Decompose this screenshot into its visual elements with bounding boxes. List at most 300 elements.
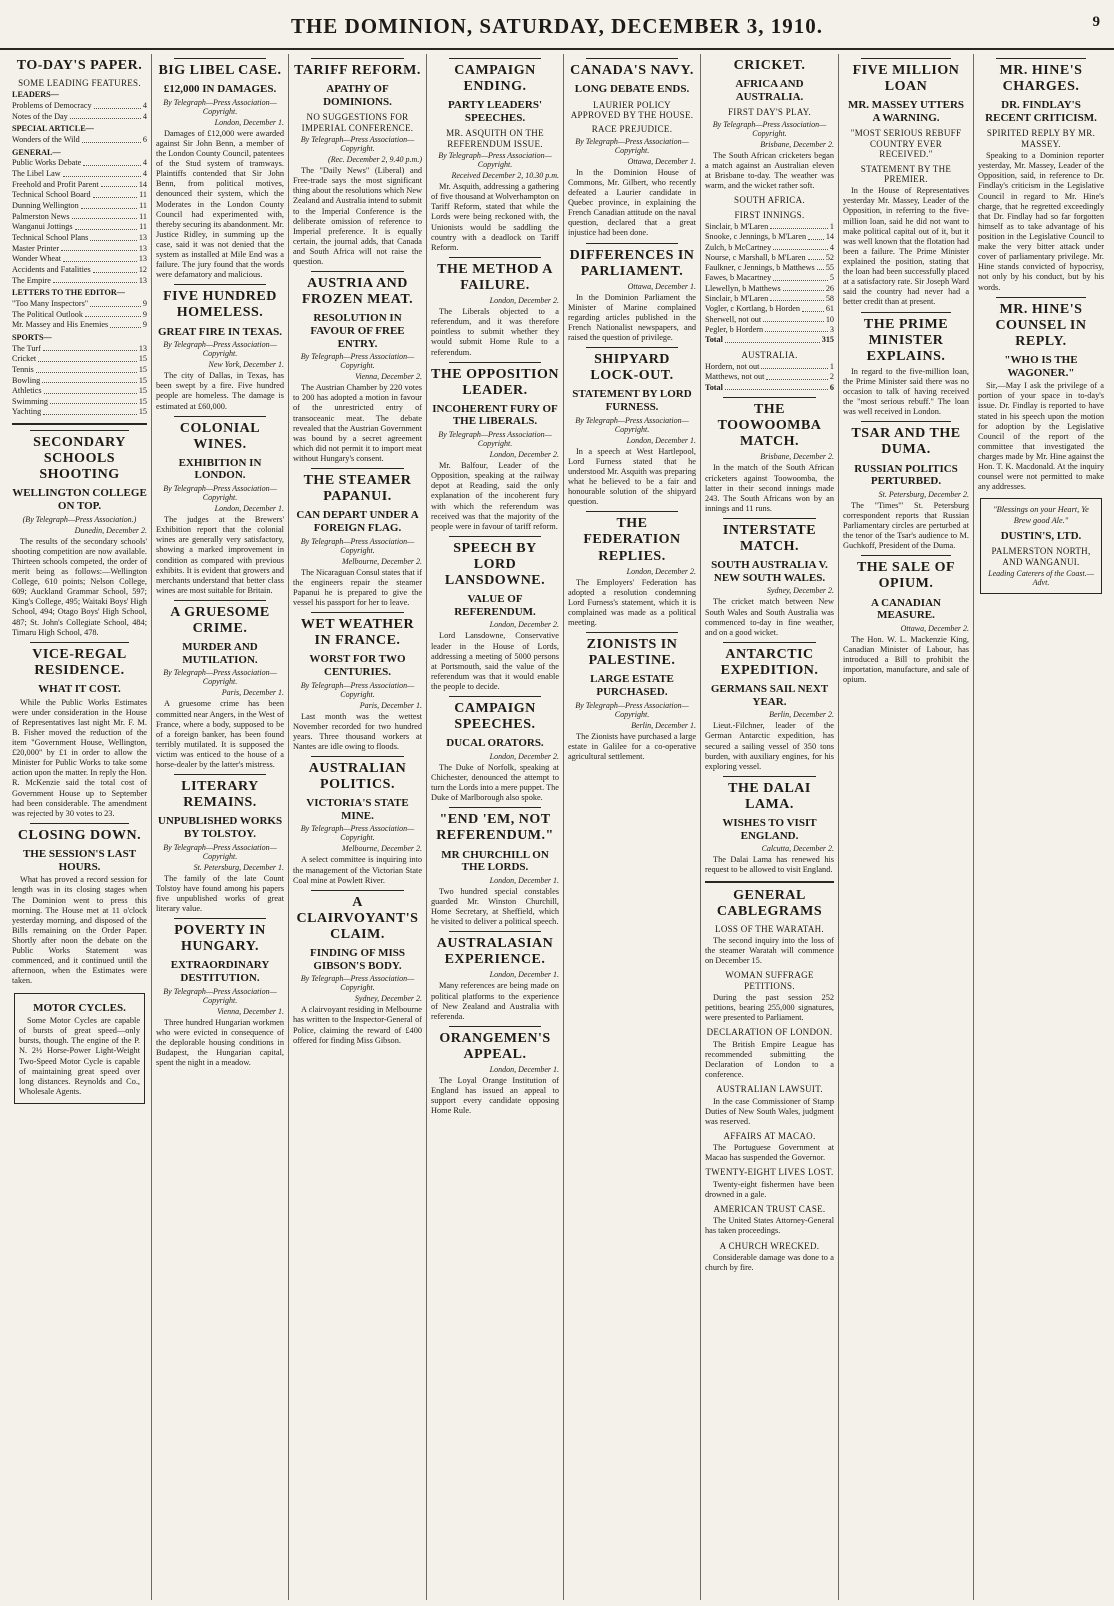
batsman-name: Pegler, b Hordern bbox=[705, 325, 764, 335]
column-7 bbox=[838, 54, 973, 1600]
article-credit: By Telegraph—Press Association—Copyright. bbox=[163, 668, 277, 687]
article bbox=[293, 468, 422, 608]
advert-heading: MOTOR CYCLES. bbox=[33, 1001, 126, 1014]
batsman-name: Sinclair, b M'Laren bbox=[705, 221, 769, 231]
contents-entry bbox=[12, 320, 147, 331]
contents-entry bbox=[12, 254, 147, 265]
article-text: The family of the late Count Tolstoy have found among his papers five unpublished works of great literary value. bbox=[156, 873, 284, 914]
article bbox=[156, 774, 284, 914]
article bbox=[293, 890, 422, 1046]
advert-places: PALMERSTON NORTH, AND WANGANUI. bbox=[991, 546, 1091, 567]
article-headline: THE FEDERATION REPLIES. bbox=[583, 516, 681, 564]
article bbox=[843, 555, 969, 685]
article-dateline: Received December 2, 10.30 p.m. bbox=[451, 171, 559, 181]
article-text: While the Public Works Estimates were under consideration in the House of Representatives last night Mr. F. M. B. Fisher moved the reduction of the item "Government House, Wellington, £20,000" by £1 in order to allow the Minister for Public Works to take some action upon the matter. In reply the Hon. R. McKenzie said the total cost of Government House up to September had been considerable. The amendment was rejected by 30 votes to 23. bbox=[12, 697, 147, 818]
scorecard-total-row-2 bbox=[705, 383, 834, 393]
column-8 bbox=[973, 54, 1108, 1600]
batsman-runs: 26 bbox=[825, 283, 834, 293]
batsman-name: Faulkner, c Jennings, b Matthews bbox=[705, 263, 815, 273]
batsman-name: Fawes, b Macartney bbox=[705, 273, 772, 283]
batsman-name: Vogler, c Kortlang, b Horden bbox=[705, 304, 801, 314]
article bbox=[431, 696, 559, 803]
article-text: Three hundred Hungarian workmen who were evicted in consequence of the deplorable housing conditions in Budapest, the Hungarian capital, spent the night in a meadow. bbox=[156, 1017, 284, 1068]
column-3-articles bbox=[293, 58, 422, 1046]
contents-entry-title: Public Works Debate bbox=[12, 158, 82, 168]
article-text: The city of Dallas, in Texas, has been swept by a fire. Five hundred people are homeless. The damage is estimated at £60,000. bbox=[156, 371, 284, 411]
contents-entry bbox=[12, 354, 147, 365]
total-label: Total bbox=[705, 335, 723, 345]
divider bbox=[861, 58, 951, 59]
divider bbox=[449, 1026, 541, 1027]
contents-entry bbox=[12, 212, 147, 223]
article-dateline: London, December 2. bbox=[489, 450, 559, 460]
contents-entry bbox=[12, 344, 147, 355]
article-text: The Employers' Federation has adopted a resolution condemning Lord Furness's statement, which it is complained was made as a political meeting. bbox=[568, 577, 696, 628]
article-subheading: DR. FINDLAY'S RECENT CRITICISM. bbox=[985, 99, 1097, 124]
article-text: In a speech at West Hartlepool, Lord Furness stated that he understood Mr. Asquith was preparing what he believed to be a fair and honourable solution of the shipyard question. bbox=[568, 446, 696, 507]
divider bbox=[30, 430, 129, 431]
cablegram-heading: TWENTY-EIGHT LIVES LOST. bbox=[705, 1167, 834, 1178]
article bbox=[156, 284, 284, 411]
contents-entry-page: 11 bbox=[139, 222, 147, 232]
article bbox=[12, 430, 147, 638]
article-text: The cricket match between New South Wales and South Australia was commenced to-day in fine weather, and on a good wicket. bbox=[705, 597, 834, 637]
cricket-credit: By Telegraph—Press Association—Copyright. bbox=[712, 119, 827, 138]
divider bbox=[586, 511, 678, 512]
scorecard-row bbox=[705, 304, 834, 314]
article-headline: FIVE MILLION LOAN bbox=[852, 63, 960, 95]
article-headline: AUSTRIA AND FROZEN MEAT. bbox=[301, 276, 414, 308]
article bbox=[293, 58, 422, 267]
contents-entry-title: Swimming bbox=[12, 396, 48, 406]
divider bbox=[311, 271, 404, 272]
advert-brand: DUSTIN'S, LTD. bbox=[1000, 529, 1082, 542]
contents-entry-page: 15 bbox=[138, 375, 147, 385]
batsman-runs: 1 bbox=[829, 362, 834, 372]
contents-entry bbox=[12, 233, 147, 244]
article bbox=[568, 243, 696, 344]
article-text: The judges at the Brewers' Exhibition report that the colonial wines are generally very satisfactory, showing a marked improvement in condition as compared with previous exhibits. It is evident that growers and merchants understand that better class wines are most suitable for Britain. bbox=[156, 515, 284, 595]
contents-entry-page: 4 bbox=[142, 111, 147, 121]
contents-entry-page: 15 bbox=[138, 354, 147, 364]
news-columns bbox=[8, 54, 1108, 1600]
scorecard-row bbox=[705, 243, 834, 253]
contents-entry-title: The Empire bbox=[12, 275, 51, 285]
cablegram-heading: AFFAIRS AT MACAO. bbox=[723, 1130, 816, 1141]
scorecard-total-row bbox=[705, 335, 834, 345]
contents-entry bbox=[12, 365, 147, 376]
article-subheading-3: STATEMENT BY THE PREMIER. bbox=[860, 163, 952, 184]
article bbox=[431, 58, 559, 253]
article-headline: THE OPPOSITION LEADER. bbox=[431, 366, 559, 398]
cablegram-heading: LOSS OF THE WARATAH. bbox=[715, 923, 824, 934]
column-5 bbox=[563, 54, 700, 1600]
article-credit: By Telegraph—Press Association—Copyright. bbox=[300, 680, 415, 699]
cablegram-text: Twenty-eight fishermen have been drowned in a gale. bbox=[705, 1179, 834, 1199]
article-headline: ORANGEMEN'S APPEAL. bbox=[439, 1030, 551, 1062]
article bbox=[705, 518, 834, 638]
column-4-articles bbox=[431, 58, 559, 1117]
article-headline: LITERARY REMAINS. bbox=[181, 779, 259, 811]
contents-entry-page: 9 bbox=[142, 309, 147, 319]
article-text: The results of the secondary schools' shooting competition are now available. Thirteen schools competed, the order of merit being as follows:—Wellington College, 610 points; Nelson College, 609; Auckland Grammar School, 597; King's College, 495; Waitaki Boys' High School, 494; Otago Boys' High School, 487; St. John's Collegiate School, 484; Timaru High School, 478. bbox=[12, 536, 147, 637]
contents-entry-page: 13 bbox=[138, 275, 147, 285]
article-text: In the match of the South African cricketers against Toowoomba, the latter in their second innings made 243. The South Africans won by an innings and 11 runs. bbox=[705, 463, 834, 513]
article-subheading: WELLINGTON COLLEGE ON TOP. bbox=[12, 487, 147, 513]
article-headline: A CLAIRVOYANT'S CLAIM. bbox=[296, 894, 419, 942]
column-1 bbox=[8, 54, 151, 1600]
contents-entry-page: 14 bbox=[138, 179, 147, 189]
column-5-articles bbox=[568, 58, 696, 762]
contents-entry bbox=[12, 265, 147, 276]
article-headline: TARIFF REFORM. bbox=[294, 63, 421, 78]
divider bbox=[12, 423, 147, 425]
dustins-advert bbox=[980, 498, 1102, 594]
article-headline: INTERSTATE MATCH. bbox=[722, 522, 817, 555]
scorecard-south-africa bbox=[705, 222, 834, 336]
contents-entry-title: Wonders of the Wild bbox=[12, 135, 80, 145]
scorecard-team-2: AUSTRALIA. bbox=[741, 349, 798, 360]
article-text: Sir,—May I ask the privilege of a portion of your space in to-day's issue. Dr. Findlay is reported to have stated in his speech upon the motion for adoption by the Legislative Council of the report of the committee that investigated the charges made by Mr. Hine against the Hon. T. K. Macdonald. At the inquiry counsel were not permitted to make any addresses. bbox=[978, 381, 1104, 492]
divider bbox=[30, 642, 129, 643]
contents-entry bbox=[12, 222, 147, 233]
article-text: Damages of £12,000 were awarded against Sir John Benn, a member of the London County Council, patentees of the Stud system of tramways. Plaintiffs contended that Sir John Benn, from political motives, denounced their system, which the Moderates in the London County Council had experimented with, thereby securing its abandonment. Mr. Justice Ridley, in summing up the case, said it was not denied that the system as installed at Mile End was a failure. The jury found that the words were defamatory and malicious. bbox=[156, 128, 284, 280]
article-headline: CLOSING DOWN. bbox=[17, 827, 142, 843]
total-value: 315 bbox=[821, 335, 834, 345]
scorecard-row bbox=[705, 273, 834, 283]
article bbox=[978, 297, 1104, 493]
contents-entry-title: Yachting bbox=[12, 407, 42, 417]
article-headline: CAMPAIGN SPEECHES. bbox=[454, 701, 536, 733]
article-headline: THE SALE OF OPIUM. bbox=[856, 560, 956, 592]
article-dateline: Ottawa, December 1. bbox=[627, 156, 696, 166]
contents-entry-title: Athletics bbox=[12, 386, 42, 396]
contents-entry bbox=[12, 299, 147, 310]
article bbox=[12, 642, 147, 819]
article-subheading: £12,000 IN DAMAGES. bbox=[163, 83, 277, 96]
scorecard-row bbox=[705, 294, 834, 304]
article-dateline: Dunedin, December 2. bbox=[74, 525, 147, 535]
article-credit: By Telegraph—Press Association—Copyright. bbox=[300, 135, 415, 154]
scorecard-row bbox=[705, 232, 834, 242]
article-headline: "END 'EM, NOT REFERENDUM." bbox=[436, 812, 554, 844]
cablegram-text: The United States Attorney-General has taken proceedings. bbox=[705, 1216, 834, 1236]
contents-section-heading: SPECIAL ARTICLE— bbox=[12, 124, 94, 134]
scorecard-innings: FIRST INNINGS. bbox=[734, 209, 805, 220]
contents-section-heading: LETTERS TO THE EDITOR— bbox=[12, 288, 125, 298]
article bbox=[431, 931, 559, 1022]
article bbox=[431, 536, 559, 692]
scorecard-row bbox=[705, 372, 834, 382]
article bbox=[568, 347, 696, 507]
leading-features-subheading: SOME LEADING FEATURES. bbox=[18, 78, 141, 89]
article-credit: By Telegraph—Press Association—Copyright. bbox=[438, 430, 552, 449]
article-headline: DIFFERENCES IN PARLIAMENT. bbox=[569, 247, 695, 279]
scorecard-row bbox=[705, 222, 834, 232]
article-text: Last month was the wettest November recorded for two hundred years. Three thousand workers at Nantes are idle owing to floods. bbox=[293, 711, 422, 751]
article bbox=[156, 416, 284, 596]
article bbox=[978, 58, 1104, 293]
batsman-runs: 2 bbox=[829, 372, 834, 382]
article-dateline: Berlin, December 2. bbox=[769, 710, 834, 720]
article-headline: MR. HINE'S COUNSEL IN REPLY. bbox=[995, 301, 1087, 349]
cablegram-text: During the past session 252 petitions, bearing 255,000 signatures, were presented to Parliament. bbox=[705, 993, 834, 1023]
contents-section-heading: LEADERS— bbox=[12, 90, 59, 100]
article-text: In the Dominion Parliament the Minister of Marine complained regarding articles published in the French Nationalist newspapers, and raised the question of privilege. bbox=[568, 292, 696, 343]
article bbox=[568, 632, 696, 762]
contents-entry-title: Wanganui Jottings bbox=[12, 222, 73, 232]
article-headline: CAMPAIGN ENDING. bbox=[454, 63, 536, 95]
article-dateline: Melbourne, December 2. bbox=[342, 556, 422, 566]
article-headline: THE TOOWOOMBA MATCH. bbox=[717, 402, 822, 450]
article-subheading: THE SESSION'S LAST HOURS. bbox=[22, 848, 137, 873]
contents-entry bbox=[12, 244, 147, 255]
article-text: Lieut.-Filchner, leader of the German Antarctic expedition, has secured a sailing vessel of 350 tons burden, with auxiliary engines, for his exploring vessel. bbox=[705, 721, 834, 771]
article-subheading: GERMANS SAIL NEXT YEAR. bbox=[710, 683, 829, 708]
motor-cycles-advert bbox=[14, 993, 145, 1105]
divider bbox=[311, 58, 404, 59]
article-text: The Loyal Orange Institution of England has issued an appeal to support every candidate opposing Home Rule. bbox=[431, 1076, 559, 1116]
contents-entry-page: 15 bbox=[138, 396, 147, 406]
article-dateline: London, December 1. bbox=[489, 875, 559, 885]
article-headline: FIVE HUNDRED HOMELESS. bbox=[163, 289, 277, 321]
article-headline: VICE-REGAL RESIDENCE. bbox=[32, 646, 127, 678]
page-number: 9 bbox=[1092, 14, 1100, 30]
cablegram-heading: WOMAN SUFFRAGE PETITIONS. bbox=[725, 970, 814, 991]
contents-entry-title: Wonder Wheat bbox=[12, 254, 61, 264]
column-7-articles bbox=[843, 58, 969, 685]
column-2-articles bbox=[156, 58, 284, 1068]
article-credit: By Telegraph—Press Association—Copyright. bbox=[438, 151, 552, 170]
article bbox=[705, 642, 834, 772]
article-headline: SECONDARY SCHOOLS SHOOTING bbox=[33, 435, 126, 483]
article-text: A select committee is inquiring into the management of the Victorian State Coal mine at Powlett River. bbox=[293, 855, 422, 885]
contents-section-heading: GENERAL— bbox=[12, 147, 61, 157]
article-headline: SPEECH BY LORD LANSDOWNE. bbox=[444, 540, 546, 589]
article bbox=[293, 612, 422, 752]
contents-section-heading: SPORTS— bbox=[12, 332, 52, 342]
contents-entry-title: Bowling bbox=[12, 375, 41, 385]
article-dateline: New York, December 1. bbox=[208, 360, 284, 370]
cablegram-heading: AUSTRALIAN LAWSUIT. bbox=[716, 1084, 823, 1095]
batsman-runs: 4 bbox=[829, 242, 834, 252]
column-3 bbox=[288, 54, 426, 1600]
article-headline: THE PRIME MINISTER EXPLAINS. bbox=[863, 316, 949, 364]
article bbox=[156, 600, 284, 770]
contents-entry bbox=[12, 169, 147, 180]
divider bbox=[174, 918, 266, 919]
contents-entry-page: 9 bbox=[142, 298, 147, 308]
divider bbox=[174, 416, 266, 417]
batsman-name: Sherwell, not out bbox=[705, 314, 762, 324]
contents-entry bbox=[12, 310, 147, 321]
divider bbox=[30, 823, 129, 824]
contents-entry-title: Accidents and Fatalities bbox=[12, 264, 91, 274]
article-subheading: WORST FOR TWO CENTURIES. bbox=[309, 653, 406, 678]
contents-entry-page: 13 bbox=[138, 232, 147, 242]
contents-entry-title: Problems of Democracy bbox=[12, 101, 92, 111]
article-headline: POVERTY IN HUNGARY. bbox=[174, 923, 266, 955]
cablegram-text: The British Empire League has recommended submitting the Declaration of London to a conference. bbox=[705, 1039, 834, 1080]
article-credit: By Telegraph—Press Association—Copyright. bbox=[300, 536, 415, 555]
total-label-2: Total bbox=[705, 382, 723, 392]
article-text: The "Daily News" (Liberal) and Free-trade says the most significant thing about the resolutions which New Zealand and Australia intend to submit to the Imperial Conference is the deliberate omission of reference to Imperial preference. It is equally certain, the journal adds, that Canada and South Africa will not raise the question. bbox=[293, 166, 422, 267]
article-headline: THE DALAI LAMA. bbox=[728, 780, 811, 812]
contents-entry-page: 9 bbox=[142, 320, 147, 330]
contents-entry bbox=[12, 112, 147, 123]
contents-entry bbox=[12, 201, 147, 212]
contents-entry-title: Notes of the Day bbox=[12, 111, 68, 121]
article-subheading: APATHY OF DOMINIONS. bbox=[323, 83, 392, 108]
batsman-runs: 14 bbox=[825, 232, 834, 242]
contents-entry-page: 4 bbox=[142, 158, 147, 168]
contents-entry-title: Cricket bbox=[12, 354, 37, 364]
article-subheading-2: MR. ASQUITH ON THE REFERENDUM ISSUE. bbox=[446, 128, 544, 149]
article-subheading-2: "MOST SERIOUS REBUFF COUNTRY EVER RECEIVED." bbox=[850, 128, 962, 160]
batsman-runs: 61 bbox=[825, 304, 834, 314]
article bbox=[568, 511, 696, 628]
batsman-runs: 55 bbox=[825, 263, 834, 273]
batsman-runs: 5 bbox=[829, 273, 834, 283]
divider bbox=[449, 536, 541, 537]
contents-entry-title: The Turf bbox=[12, 343, 41, 353]
divider bbox=[586, 632, 678, 633]
article-credit: By Telegraph—Press Association—Copyright. bbox=[575, 700, 689, 719]
divider bbox=[449, 257, 541, 258]
article-dateline: Calcutta, December 2. bbox=[761, 844, 834, 854]
contents-entry-page: 12 bbox=[138, 264, 147, 274]
contents-entry bbox=[12, 376, 147, 387]
article-dateline: London, December 2. bbox=[489, 296, 559, 306]
article-dateline: London, December 2. bbox=[626, 566, 696, 576]
article-text: The "Times'" St. Petersburg correspondent reports that Russian Parliamentary circles are perturbed at the tenor of the Tsar's audience to M. Guchkoff, President of the Duma. bbox=[843, 500, 969, 551]
article-text: The Zionists have purchased a large estate in Galilee for a co-operative agricultural settlement. bbox=[568, 731, 696, 761]
cricket-subheading: AFRICA AND AUSTRALIA. bbox=[735, 78, 804, 103]
batsman-name: Nourse, c Marshall, b M'Laren bbox=[705, 252, 806, 262]
contents-entry-title: Palmerston News bbox=[12, 211, 70, 221]
article bbox=[843, 421, 969, 551]
contents-entry-title: Dunning Wellington bbox=[12, 201, 79, 210]
column-1-articles bbox=[12, 430, 147, 986]
article-subheading: INCOHERENT FURY OF THE LIBERALS. bbox=[432, 402, 558, 428]
divider bbox=[723, 518, 816, 519]
contents-entry-title: Technical School Plans bbox=[12, 232, 89, 242]
article bbox=[431, 807, 559, 927]
divider bbox=[174, 600, 266, 601]
cablegram-heading: A CHURCH WRECKED. bbox=[719, 1240, 820, 1251]
contents-entry-title: Master Printer bbox=[12, 243, 60, 253]
article-text: The Austrian Chamber by 220 votes to 200 has adopted a motion in favour of the unrestricted entry of transoceanic meat. The debate revealed that the Austrian Government was bound by a secret agreement which did not permit it to import meat without Hungary's consent. bbox=[293, 383, 422, 464]
contents-entry-title: Tennis bbox=[12, 364, 34, 374]
article bbox=[12, 823, 147, 987]
todays-paper-heading: TO-DAY'S PAPER. bbox=[16, 58, 143, 73]
divider bbox=[311, 890, 404, 891]
article-subheading: DUCAL ORATORS. bbox=[446, 737, 544, 750]
divider bbox=[861, 421, 951, 422]
article-dateline: London, December 1. bbox=[489, 970, 559, 980]
contents-entry bbox=[12, 180, 147, 191]
advert-tagline: Leading Caterers of the Coast.—Advt. bbox=[988, 569, 1094, 587]
article-dateline: St. Petersburg, December 1. bbox=[193, 862, 284, 872]
article-text: The Hon. W. L. Mackenzie King, Canadian Minister of Labour, has introduced a Bill to prohibit the importation, manufacture, and sale of opium. bbox=[843, 634, 969, 685]
article-dateline: Ottawa, December 2. bbox=[900, 623, 969, 633]
article bbox=[431, 362, 559, 532]
article-dateline: Paris, December 1. bbox=[359, 700, 422, 710]
article-subheading: MURDER AND MUTILATION. bbox=[182, 641, 258, 666]
contents-entry-title: Mr. Massey and His Enemies bbox=[12, 320, 109, 330]
scorecard-row bbox=[705, 263, 834, 273]
article-subheading-3: RACE PREJUDICE. bbox=[591, 124, 673, 135]
contents-entry-page: 11 bbox=[139, 211, 147, 221]
article-dateline: Melbourne, December 2. bbox=[342, 844, 422, 854]
article-headline: A GRUESOME CRIME. bbox=[170, 604, 270, 637]
divider bbox=[449, 362, 541, 363]
divider bbox=[586, 347, 678, 348]
contents-entry-page: 11 bbox=[139, 201, 147, 210]
column-8-articles bbox=[978, 58, 1104, 492]
contents-entry-page: 13 bbox=[138, 343, 147, 353]
article-dateline: Brisbane, December 2. bbox=[760, 452, 834, 462]
article-dateline: London, December 1. bbox=[626, 435, 696, 445]
divider bbox=[996, 58, 1086, 59]
article-dateline: London, December 2. bbox=[489, 751, 559, 761]
article bbox=[568, 58, 696, 239]
article bbox=[293, 756, 422, 886]
article-subheading-2: NO SUGGESTIONS FOR IMPERIAL CONFERENCE. bbox=[301, 112, 414, 133]
divider bbox=[586, 243, 678, 244]
article-headline: COLONIAL WINES. bbox=[179, 420, 261, 452]
article bbox=[293, 271, 422, 464]
divider bbox=[449, 931, 541, 932]
masthead bbox=[0, 0, 1114, 50]
cablegram-heading: AMERICAN TRUST CASE. bbox=[713, 1204, 826, 1214]
article-headline: SHIPYARD LOCK-OUT. bbox=[590, 352, 674, 384]
article-dateline: St. Petersburg, December 2. bbox=[878, 489, 969, 499]
article-subheading: SOUTH AUSTRALIA V. NEW SOUTH WALES. bbox=[711, 559, 828, 584]
article-subheading-2: LAURIER POLICY APPROVED BY THE HOUSE. bbox=[570, 99, 694, 121]
article-subheading: MR CHURCHILL ON THE LORDS. bbox=[441, 848, 549, 874]
article-credit: (By Telegraph—Press Association.) bbox=[22, 514, 137, 524]
contents-entry-page: 15 bbox=[138, 364, 147, 374]
article-text: A clairvoyant residing in Melbourne has written to the Inspector-General of Police, claiming the reward of £400 offered for finding Miss Gibson. bbox=[293, 1005, 422, 1045]
article-subheading: FINDING OF MISS GIBSON'S BODY. bbox=[310, 947, 405, 972]
contents-entry bbox=[12, 397, 147, 408]
divider bbox=[311, 612, 404, 613]
contents-entry bbox=[12, 101, 147, 112]
article-headline: TSAR AND THE DUMA. bbox=[851, 426, 961, 458]
article-subheading: EXTRAORDINARY DESTITUTION. bbox=[170, 959, 270, 984]
article-subheading: RUSSIAN POLITICS PERTURBED. bbox=[854, 462, 958, 488]
batsman-runs: 3 bbox=[829, 325, 834, 335]
batsman-runs: 58 bbox=[825, 294, 834, 304]
article bbox=[156, 918, 284, 1068]
cablegram-text: The second inquiry into the loss of the steamer Waratah will commence on December 15. bbox=[705, 936, 834, 966]
article bbox=[705, 776, 834, 876]
contents-entry-page: 15 bbox=[138, 407, 147, 417]
divider bbox=[174, 284, 266, 285]
article-text: In regard to the five-million loan, the Prime Minister said there was no occasion to talk of having received the "most serious rebuff." The loan was well received in London. bbox=[843, 366, 969, 417]
article-dateline: (Rec. December 2, 9.40 p.m.) bbox=[328, 155, 422, 165]
article-text: Mr. Asquith, addressing a gathering of five thousand at Wolverhampton on Tariff Reform, stated that while the Lords were being reckoned with, the Unionists would be saddling the country with a deadlock on Tariff Reform. bbox=[431, 182, 559, 252]
article-credit: By Telegraph—Press Association—Copyright. bbox=[575, 415, 689, 434]
scorecard-australia bbox=[705, 362, 834, 383]
cricket-heading: CRICKET. bbox=[733, 58, 806, 73]
divider bbox=[449, 58, 541, 59]
article-subheading-2: SPIRITED REPLY BY MR. MASSEY. bbox=[986, 128, 1096, 149]
contents-entry bbox=[12, 386, 147, 397]
article bbox=[156, 58, 284, 280]
article-subheading: WISHES TO VISIT ENGLAND. bbox=[722, 817, 817, 842]
